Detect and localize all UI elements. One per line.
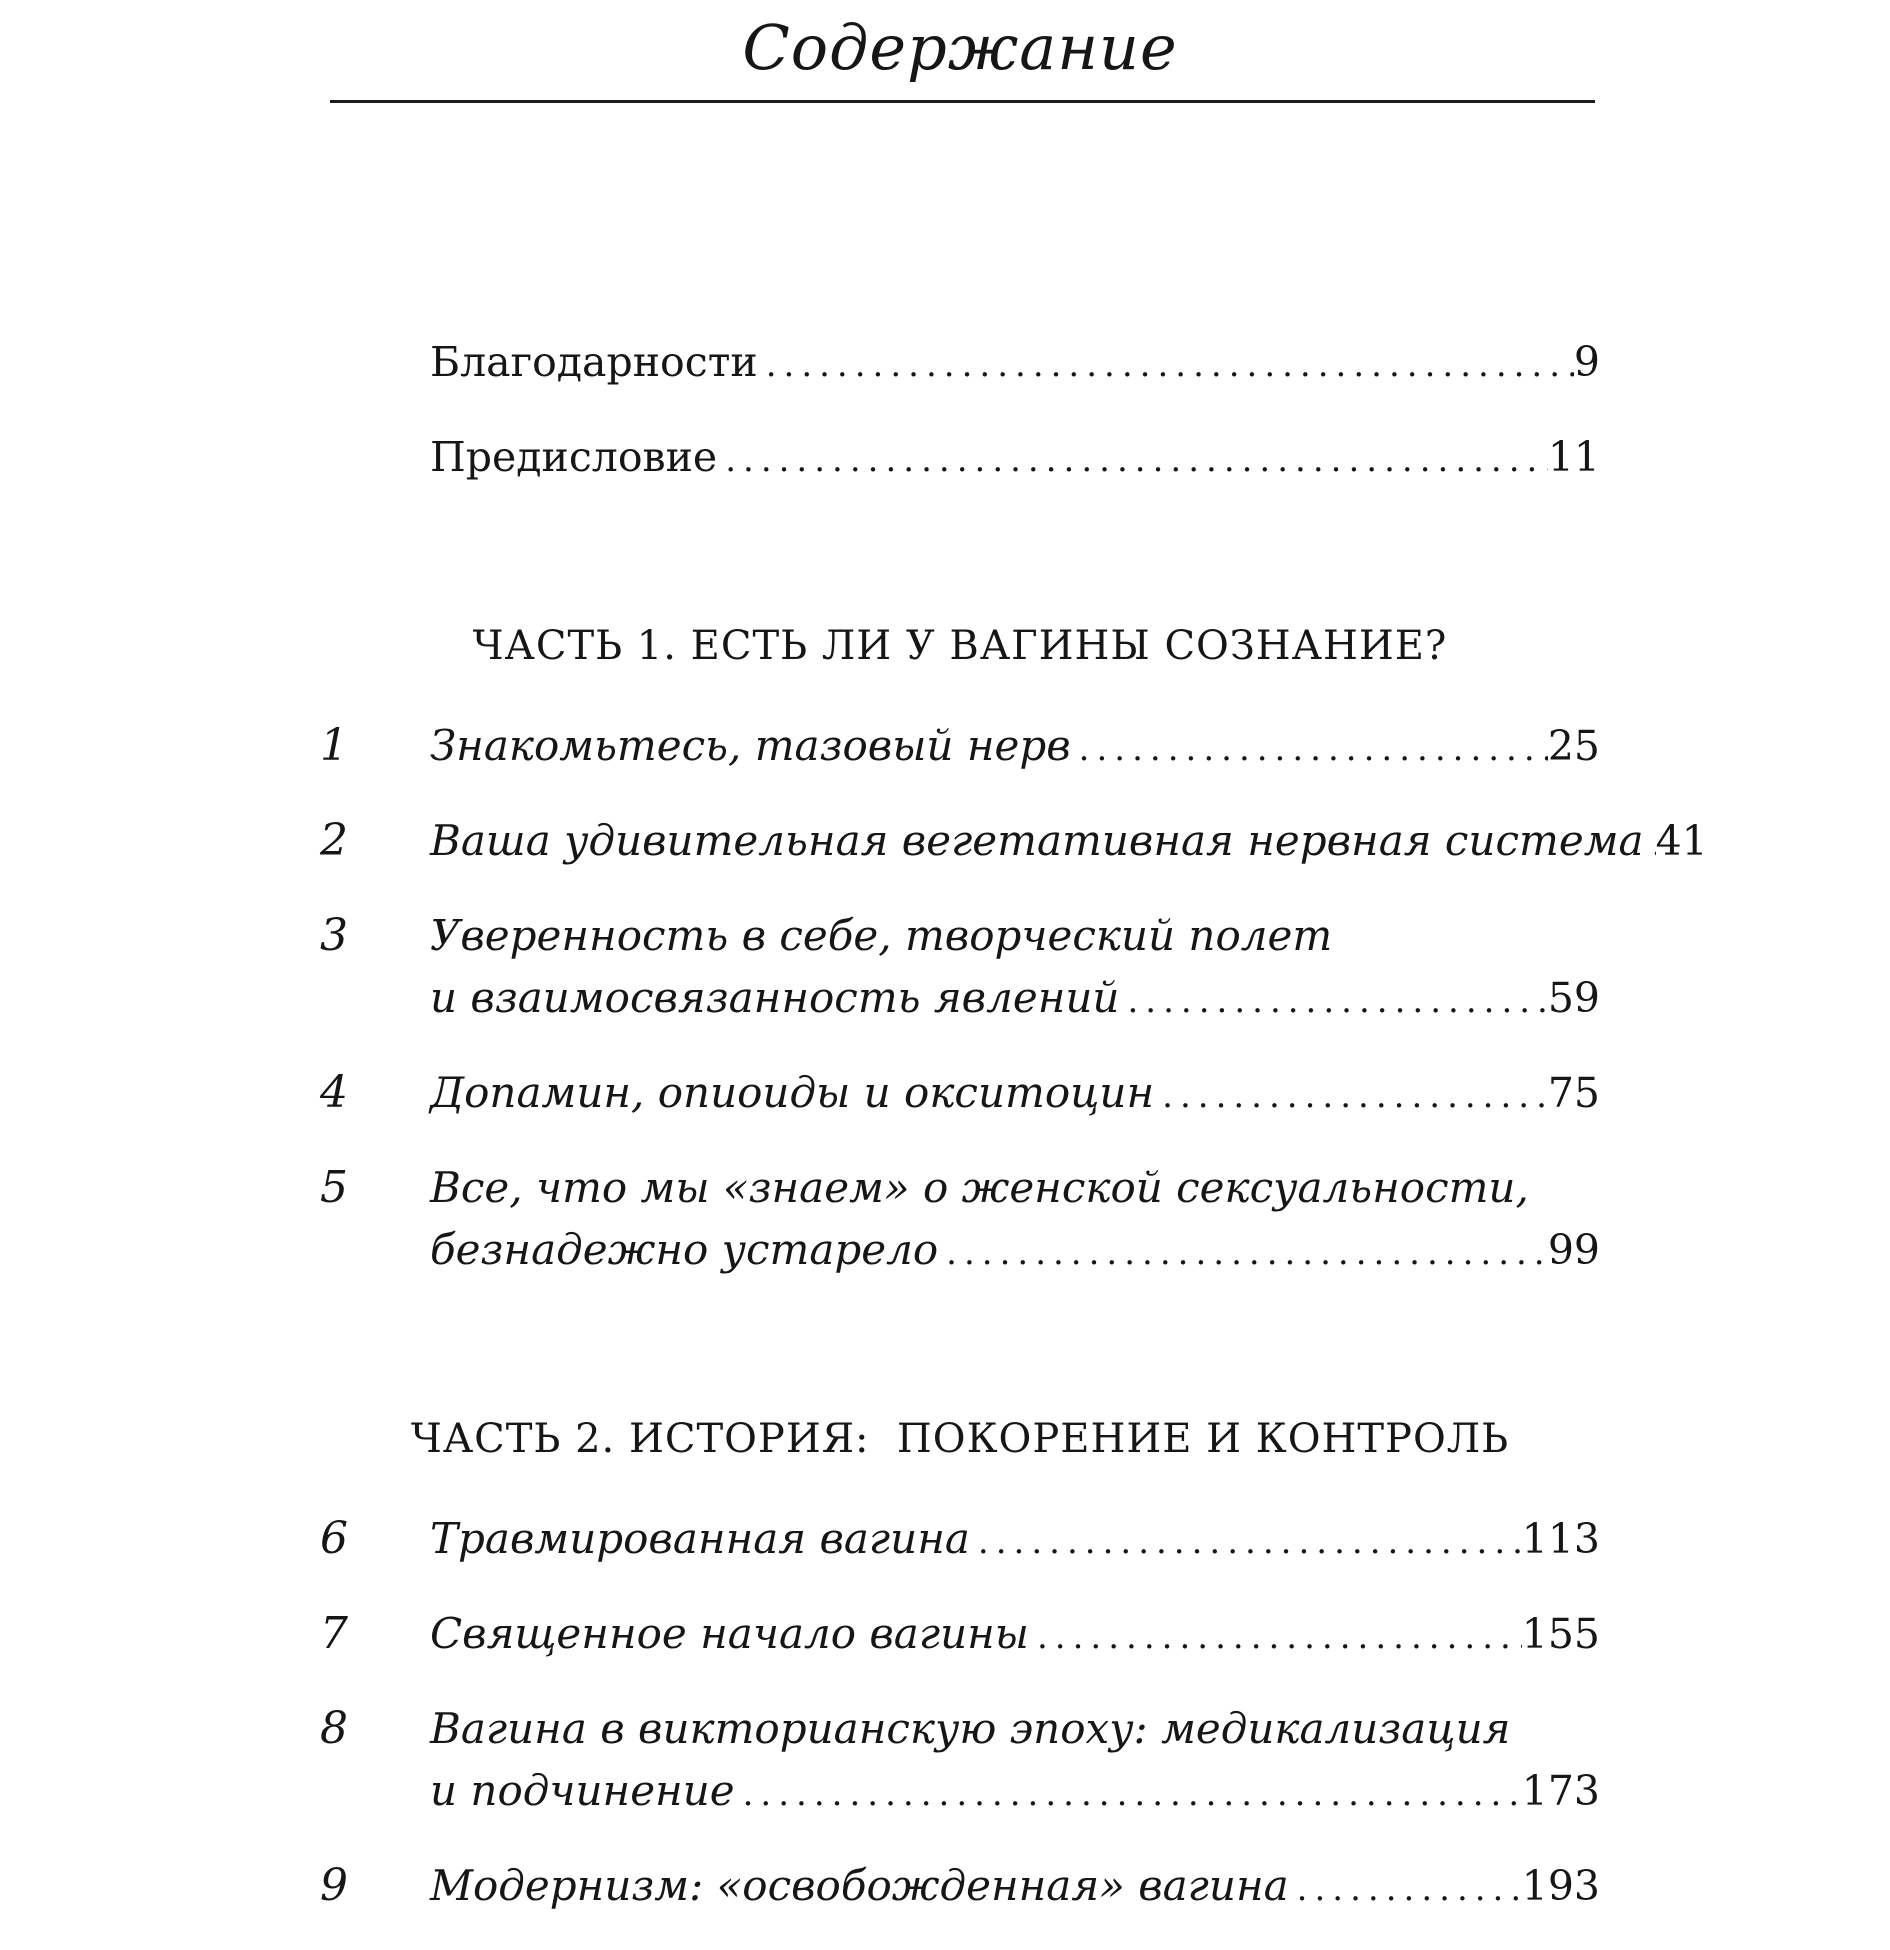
entry-title-block [430,1603,1600,1668]
entry-title-block [430,1855,1600,1920]
entry-line [430,810,1708,875]
entry-line [430,331,1600,396]
entry-line [430,1508,1600,1573]
entry-title: Предисловие [430,433,718,482]
page-number: 155 [1521,1610,1600,1659]
page-number: 25 [1547,722,1600,771]
page-number: 193 [1521,1862,1600,1911]
entry-title: Все, что мы «знаем» о женской сексуальности, [430,1163,1529,1213]
toc-entry [320,715,1600,780]
entry-title-block [430,810,1708,875]
entry-title: Благодарности [430,338,758,387]
toc-entry [320,1603,1600,1668]
page-title: Содержание [742,11,1178,84]
entry-line [430,1603,1600,1668]
chapter-number: 4 [320,1067,348,1119]
page-number: 41 [1655,817,1708,866]
chapter-number [320,426,430,491]
dot-leader [1119,970,1547,1032]
part-heading: ЧАСТЬ 2. ИСТОРИЯ: ПОКОРЕНИЕ И КОНТРОЛЬ [410,1416,1510,1463]
entry-title: Священное начало вагины [430,1609,1029,1659]
entry-title: Уверенность в себе, творческий полет [430,911,1333,961]
entry-line [430,426,1600,491]
entry-title: Допамин, опиоиды и окситоцин [430,1068,1155,1118]
chapter-number: 6 [320,1513,348,1565]
page-number: 11 [1547,433,1600,482]
page-number: 113 [1521,1515,1600,1564]
dot-leader [1644,813,1656,875]
page-number: 173 [1521,1767,1600,1816]
entry-line [430,1698,1600,1760]
toc-list [320,331,1708,1920]
entry-title: и взаимосвязанность явлений [430,973,1120,1023]
chapter-number: 7 [320,1608,348,1660]
entry-title-block [430,331,1600,396]
toc-entry [320,810,1708,875]
entry-title: и подчинение [430,1766,735,1816]
chapter-number: 1 [320,720,348,772]
entry-line [430,1062,1600,1127]
entry-title: безнадежно устарело [430,1225,939,1275]
page-number: 99 [1547,1226,1600,1275]
toc-entry [320,331,1600,396]
dot-leader [717,429,1548,491]
entry-title-block [430,1062,1600,1127]
entry-title-block [430,426,1600,491]
entry-title: Модернизм: «освобожденная» вагина [430,1861,1289,1911]
dot-leader [758,334,1574,396]
toc-entry [320,905,1600,1032]
dot-leader [1029,1606,1522,1668]
dot-leader [938,1222,1548,1284]
entry-line [430,1219,1600,1284]
entry-title-block [430,715,1600,780]
part-heading: ЧАСТЬ 1. ЕСТЬ ЛИ У ВАГИНЫ СОЗНАНИЕ? [472,623,1448,670]
page-number: 9 [1573,338,1600,387]
chapter-number: 8 [320,1703,348,1755]
entry-title-block [430,1157,1600,1284]
dot-leader [1071,718,1548,780]
entry-line [430,905,1600,967]
entry-line [430,1855,1600,1920]
entry-title-block [430,1698,1600,1825]
title-rule [330,100,1595,103]
dot-leader [970,1511,1522,1573]
dot-leader [1154,1065,1548,1127]
chapter-number [320,331,430,396]
entry-line [430,967,1600,1032]
toc-entry [320,1157,1600,1284]
entry-line [430,1760,1600,1825]
toc-entry [320,426,1600,491]
chapter-number: 9 [320,1860,348,1912]
toc-page [320,0,1708,1950]
entry-title-block [430,905,1600,1032]
entry-title-block [430,1508,1600,1573]
chapter-number: 2 [320,815,348,867]
toc-entry [320,1698,1600,1825]
entry-title: Знакомьтесь, тазовый нерв [430,721,1071,771]
entry-line [430,715,1600,780]
chapter-number: 5 [320,1162,348,1214]
toc-entry [320,1855,1600,1920]
page-number: 75 [1547,1069,1600,1118]
entry-title: Ваша удивительная вегетативная нервная система [430,816,1644,866]
dot-leader [735,1763,1522,1825]
page-number: 59 [1547,974,1600,1023]
entry-title: Травмированная вагина [430,1514,970,1564]
dot-leader [1289,1858,1522,1920]
toc-entry [320,1508,1600,1573]
entry-line [430,1157,1600,1219]
chapter-number: 3 [320,910,348,962]
toc-entry [320,1062,1600,1127]
entry-title: Вагина в викторианскую эпоху: медикализация [430,1704,1511,1754]
